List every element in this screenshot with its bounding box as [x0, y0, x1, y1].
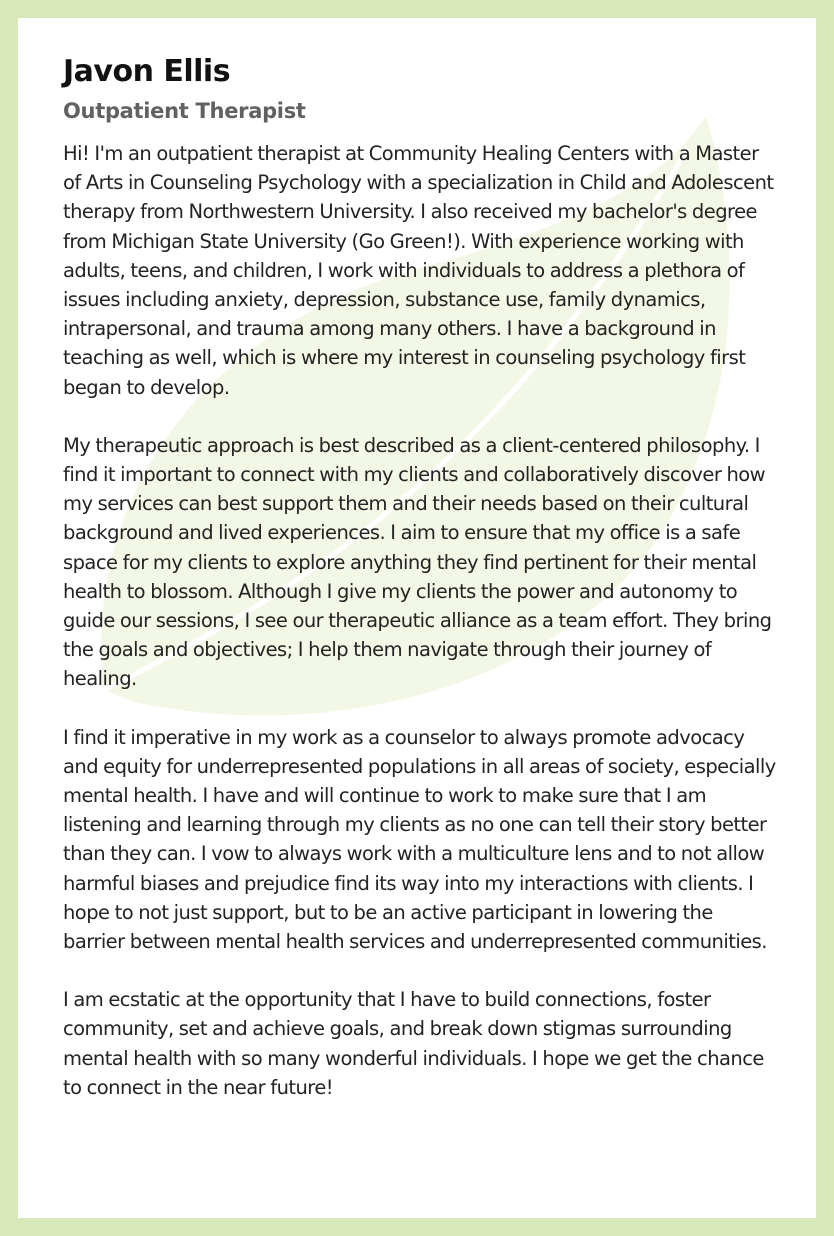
profile-content [63, 53, 778, 1102]
profile-card [18, 18, 816, 1218]
bio-paragraph-approach: My therapeutic approach is best described as a client-centered philosophy. I find it important to connect with my clients and collaboratively discover how my services can best support them and their needs based on their cultural background and lived experiences. I aim to ensure that my office is a safe space for my clients to explore anything they find pertinent for their mental health to blossom. Although I give my clients the power and autonomy to guide our sessions, I see our therapeutic alliance as a team effort. They bring the goals and objectives; I help them navigate through their journey of healing. [63, 433, 772, 691]
therapist-title: Outpatient Therapist [63, 99, 306, 123]
bio-paragraph-advocacy: I find it imperative in my work as a counselor to always promote advocacy and equity for underrepresented populations in all areas of society, especially mental health. I have and will continue to work to make sure that I am listening and learning through my clients as no one can tell their story better than they can. I vow to always work with a multiculture lens and to not allow harmful biases and prejudice find its way into my interactions with clients. I hope to not just support, but to be an active participant in lowering the barrier between mental health services and underrepresented communities. [63, 725, 776, 954]
therapist-name: Javon Ellis [63, 54, 231, 89]
bio-paragraph-intro: Hi! I'm an outpatient therapist at Community Healing Centers with a Master of Arts in Counseling Psychology with a specialization in Child and Adolescent therapy from Northwestern University. I also received my bachelor's degree from Michigan State University (Go Green!). With experience working with adults, teens, and children, I work with individuals to address a plethora of issues including anxiety, depression, substance use, family dynamics, intrapersonal, and trauma among many others. I have a background in teaching as well, which is where my interest in counseling psychology first began to develop. [63, 142, 774, 399]
bio-paragraph-closing: I am ecstatic at the opportunity that I have to build connections, foster community, set and achieve goals, and break down stigmas surrounding mental health with so many wonderful individuals. I hope we get the chance to connect in the near future! [63, 988, 764, 1099]
bio-section [63, 139, 778, 1102]
